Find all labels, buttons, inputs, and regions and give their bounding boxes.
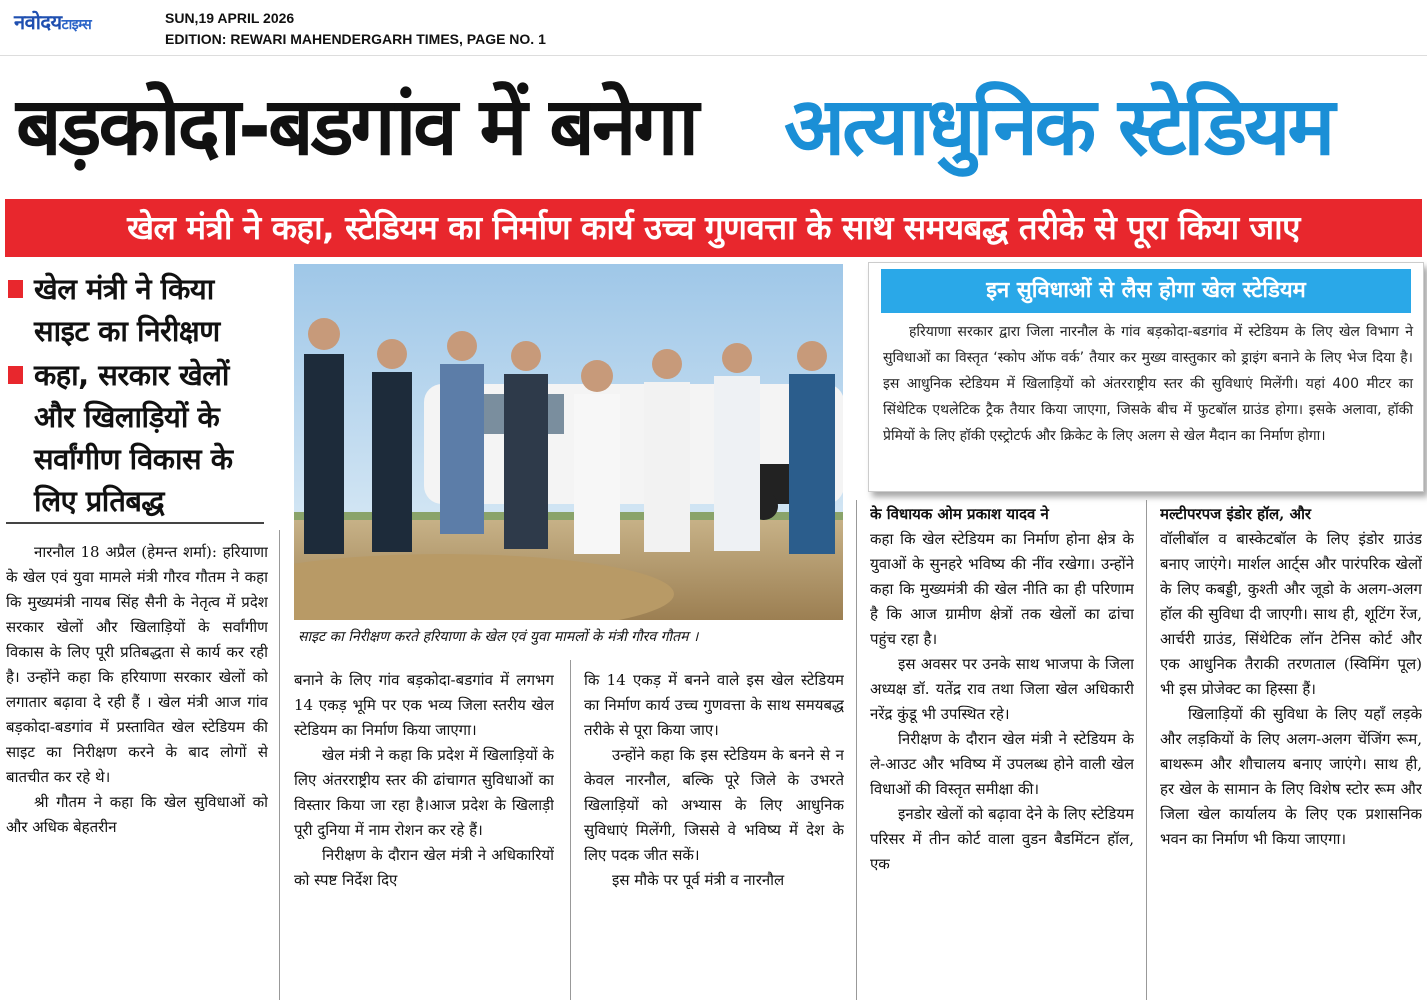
column-divider (1146, 500, 1147, 1000)
facility-box-title: इन सुविधाओं से लैस होगा खेल स्टेडियम (881, 269, 1411, 313)
highlight-text: खेल मंत्री ने किया साइट का निरीक्षण (34, 272, 220, 348)
subheadline-bar: खेल मंत्री ने कहा, स्टेडियम का निर्माण कार्य उच्च गुणवत्ता के साथ समयबद्ध तरीके से पूरा किया जाए (5, 199, 1422, 257)
highlight-list (6, 268, 268, 522)
article-paragraph: खेल मंत्री ने कहा कि प्रदेश में खिलाड़ियों के लिए अंतरराष्ट्रीय स्तर की ढांचागत सुविधाओं का विस्तार किया जा रहा है।आज प्रदेश के खिलाड़ी पूरी दुनिया में नाम रोशन कर रहे हैं। (294, 746, 554, 839)
article-paragraph: इनडोर खेलों को बढ़ावा देने के लिए स्टेडियम परिसर में तीन कोर्ट वाला वुडन बैडमिंटन हॉल, एक (870, 805, 1134, 873)
highlight-item (6, 268, 268, 352)
date-line: SUN,19 APRIL 2026 (165, 10, 295, 26)
article-paragraph: निरीक्षण के दौरान खेल मंत्री ने स्टेडियम के ले-आउट और भविष्य में उपलब्ध होने वाली खेल विधाओं की विस्तृत समीक्षा की। (870, 730, 1134, 798)
article-paragraph: इस मौके पर पूर्व मंत्री व नारनौल (612, 871, 785, 889)
highlight-text: कहा, सरकार खेलों और खिलाड़ियों के सर्वांगीण विकास के लिए प्रतिबद्ध (34, 358, 233, 518)
edition-info (165, 8, 546, 50)
photo-illustration (294, 264, 843, 620)
article-lead-line: के विधायक ओम प्रकाश यादव ने (870, 505, 1049, 523)
article-paragraph: खिलाड़ियों की सुविधा के लिए यहाँ लड़के और लड़कियों के लिए अलग-अलग चेंजिंग रूम, बाथरूम और शौचालय बनाए जाएंगे। साथ ही, हर खेल के सामान के लिए विशेष स्टोर रूम और जिला खेल कार्यालय के लिए एक प्रशासनिक भवन का निर्माण भी किया जाएगा। (1160, 705, 1422, 848)
column-divider (279, 530, 280, 1000)
headline-part-1: बड़कोदा-बडगांव में बनेगा (16, 80, 697, 173)
headline-part-2: अत्याधुनिक स्टेडियम (784, 80, 1333, 173)
photo-caption: साइट का निरीक्षण करते हरियाणा के खेल एवं युवा मामलों के मंत्री गौरव गौतम । (298, 629, 699, 645)
article-paragraph: कहा कि खेल स्टेडियम का निर्माण होना क्षेत्र के युवाओं के सुनहरे भविष्य की नींव रखेगा। उन्होंने कहा कि मुख्यमंत्री की खेल नीति का ही परिणाम है कि आज ग्रामीण क्षेत्रों तक खेलों का ढांचा पहुंच रहा है। (870, 530, 1134, 648)
column-divider (856, 500, 857, 1000)
logo-sub-text: टाइम्स (61, 17, 92, 33)
article-paragraph: वॉलीबॉल व बास्केटबॉल के लिए इंडोर ग्राउंड बनाए जाएंगे। मार्शल आर्ट्स और पारंपरिक खेलों के लिए कबड्डी, कुश्ती और जूडो के अलग-अलग हॉल की सुविधा दी जाएगी। साथ ही, शूटिंग रेंज, आर्चरी ग्राउंड, सिंथेटिक लॉन टेनिस कोर्ट और एक आधुनिक तैराकी तरणताल (स्विमिंग पूल) भी इस प्रोजेक्ट का हिस्सा हैं। (1160, 530, 1422, 698)
main-headline (0, 62, 1427, 197)
article-column-4 (870, 502, 1134, 1002)
article-column-2 (294, 668, 554, 1003)
column-divider (570, 660, 571, 1000)
highlight-item (6, 354, 268, 522)
article-paragraph: कि 14 एकड़ में बनने वाले इस खेल स्टेडियम का निर्माण कार्य उच्च गुणवत्ता के साथ समयबद्ध तरीके से पूरा किया जाए। (584, 671, 844, 739)
red-square-bullet-icon (8, 280, 23, 298)
article-paragraph: श्री गौतम ने कहा कि खेल सुविधाओं को और अधिक बेहतरीन (6, 793, 268, 836)
facility-box-body: हरियाणा सरकार द्वारा जिला नारनौल के गांव बड़कोदा-बडगांव में स्टेडियम के लिए खेल विभाग ने सुविधाओं का विस्तृत ‘स्कोप ऑफ वर्क’ तैयार कर मुख्य वास्तुकार को ड्राइंग बनाने के लिए भेज दिया है। इस आधुनिक स्टेडियम में खिलाड़ियों को अंतरराष्ट्रीय स्तर की सुविधाएं मिलेंगी। यहां 400 मीटर का सिंथेटिक एथलेटिक ट्रैक तैयार किया जाएगा, जिसके बीच में फुटबॉल ग्राउंड होगा। इसके अलावा, हॉकी प्रेमियों के लिए हॉकी एस्ट्रोटर्फ और क्रिकेट के लिए अलग से खेल मैदान का निर्माण होगा। (883, 324, 1413, 444)
article-paragraph: निरीक्षण के दौरान खेल मंत्री ने अधिकारियों को स्पष्ट निर्देश दिए (294, 846, 554, 889)
article-paragraph: नारनौल 18 अप्रैल (हेमन्त शर्मा): हरियाणा के खेल एवं युवा मामले मंत्री गौरव गौतम ने कहा कि मुख्यमंत्री नायब सिंह सैनी के नेतृत्व में प्रदेश सरकार खेलों और खिलाड़ियों के सर्वांगीण विकास के लिए पूरी प्रतिबद्धता से कार्य कर रही है। उन्होंने कहा कि हरियाणा सरकार खेलों को लगातार बढ़ावा दे रही हैं । खेल मंत्री आज गांव बड़कोदा-बडगांव में प्रस्तावित खेल स्टेडियम की साइट का निरीक्षण करने के बाद लोगों से बातचीत कर रहे थे। (6, 543, 268, 786)
inspection-photo[interactable] (294, 264, 843, 620)
edition-line: EDITION: REWARI MAHENDERGARH TIMES, PAGE NO. 1 (165, 31, 546, 47)
divider (6, 522, 264, 524)
article-paragraph: इस अवसर पर उनके साथ भाजपा के जिला अध्यक्ष डॉ. यतेंद्र राव तथा जिला खेल अधिकारी नरेंद्र कुंडू भी उपस्थित रहे। (870, 655, 1134, 723)
facility-info-box (868, 262, 1424, 492)
newspaper-logo[interactable] (14, 8, 91, 35)
red-square-bullet-icon (8, 366, 23, 384)
article-column-3 (584, 668, 844, 1003)
article-paragraph: बनाने के लिए गांव बड़कोदा-बडगांव में लगभग 14 एकड़ भूमि पर एक भव्य जिला स्तरीय खेल स्टेडियम का निर्माण किया जाएगा। (294, 671, 554, 739)
logo-main-text: नवोदय (14, 10, 62, 34)
article-paragraph: उन्होंने कहा कि इस स्टेडियम के बनने से न केवल नारनौल, बल्कि पूरे जिले के उभरते खिलाड़ियों को अभ्यास के लिए आधुनिक सुविधाएं मिलेंगी, जिससे वे भविष्य में देश के लिए पदक जीत सकें। (584, 746, 844, 864)
article-column-5 (1160, 502, 1422, 1002)
edition-header (0, 0, 1427, 56)
article-column-1 (6, 540, 268, 1000)
article-lead-line: मल्टीपरपज इंडोर हॉल, और (1160, 505, 1312, 523)
